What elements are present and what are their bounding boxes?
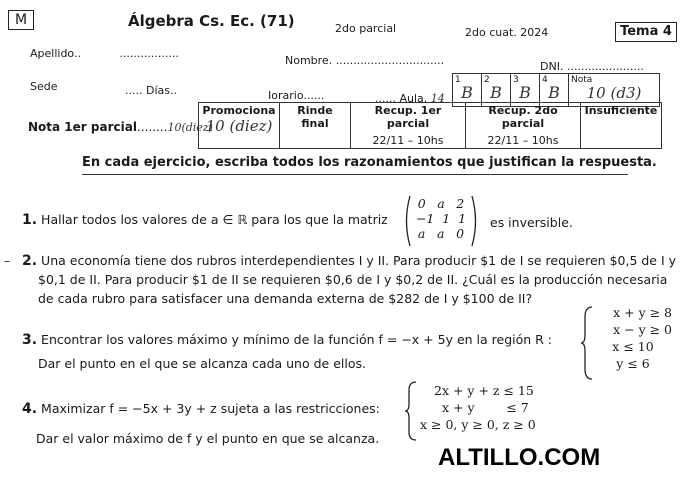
sede-label: Sede: [30, 80, 58, 93]
rinde-final-cell: Rinde final: [280, 103, 351, 149]
grade-cell-nota: Nota 10 (d3): [569, 74, 660, 107]
parcial-label: 2do parcial: [335, 22, 397, 35]
problem-1: 1. Hallar todos los valores de a ∈ ℝ para los que la matriz: [22, 212, 388, 228]
instruction-text: En cada ejercicio, escriba todos los razonamientos que justifican la respuesta.: [82, 155, 657, 170]
tema-box: Tema 4: [615, 22, 677, 42]
nombre-label: Nombre. ...............................: [285, 54, 445, 67]
course-title: Álgebra Cs. Ec. (71): [128, 12, 295, 30]
horario-label: Iorario......: [268, 89, 325, 102]
problem-4-constraints: 2x + y + z ≤ 15 x + y ≤ 7 x ≥ 0, y ≥ 0, z ≥ 0: [420, 383, 536, 432]
problem-3-line2: Dar el punto en el que se alcanza cada uno de ellos.: [38, 356, 366, 371]
nota-primer-parcial-value: 10(diez): [167, 121, 213, 134]
cuatrimestre-label: 2do cuat. 2024: [465, 26, 549, 39]
promociona-value: 10 (diez): [205, 117, 273, 135]
problem-4-brace: [404, 380, 418, 442]
exam-mark-box: M: [8, 10, 34, 30]
grade-cell-1: 1 B: [453, 74, 482, 107]
recup2-cell: Recup. 2do parcial 22/11 – 10hs: [466, 103, 581, 149]
problem-3-constraints: x + y ≥ 8 x − y ≥ 0 x ≤ 10 y ≤ 6: [612, 305, 672, 371]
grade-cell-2: 2 B: [482, 74, 511, 107]
aula-label: ...... Aula. 14: [375, 92, 445, 105]
promociona-cell: Promociona 10 (diez): [199, 103, 280, 149]
problem-1-suffix: es inversible.: [490, 215, 573, 230]
problem-2: 2. Una economía tiene dos rubros interdependientes I y II. Para producir $1 de I se requieren $0,5 de I y: [22, 253, 677, 269]
nota-primer-parcial: Nota 1er parcial........10(diez): [28, 120, 213, 134]
problem-2-margin-mark: –: [4, 254, 10, 268]
problem-2-line2: $0,1 de II. Para producir $1 de II se requieren $0,6 de I y $0,2 de II. ¿Cuál es la producción necesaria: [38, 272, 668, 287]
instruction-underline: [82, 174, 628, 175]
problem-4-line2: Dar el valor máximo de f y el punto en que se alcanza.: [36, 431, 380, 446]
problem-4: 4. Maximizar f = −5x + 3y + z sujeta a las restricciones:: [22, 401, 380, 417]
grade-cell-3: 3 B: [511, 74, 540, 107]
recup1-cell: Recup. 1er parcial 22/11 – 10hs: [351, 103, 466, 149]
dni-label: DNI. ......................: [540, 60, 644, 73]
dias-label: ..... Días..: [125, 84, 177, 97]
problem-2-line3: de cada rubro para satisfacer una demanda externa de $282 de I y $100 de II?: [38, 291, 533, 306]
problem-3-brace: [580, 305, 594, 381]
grade-cell-4: 4 B: [540, 74, 569, 107]
problem-1-matrix: 0 a 2 −1 1 1 a a 0: [402, 194, 480, 248]
status-table: [198, 102, 662, 149]
altillo-watermark: ALTILLO.COM: [438, 444, 601, 471]
aula-value: 14: [430, 92, 445, 105]
problem-3: 3. Encontrar los valores máximo y mínimo de la función f = −x + 5y en la región R :: [22, 332, 553, 348]
insuficiente-cell: Insuficiente: [581, 103, 662, 149]
apellido-label: Apellido.. .................: [30, 47, 179, 60]
